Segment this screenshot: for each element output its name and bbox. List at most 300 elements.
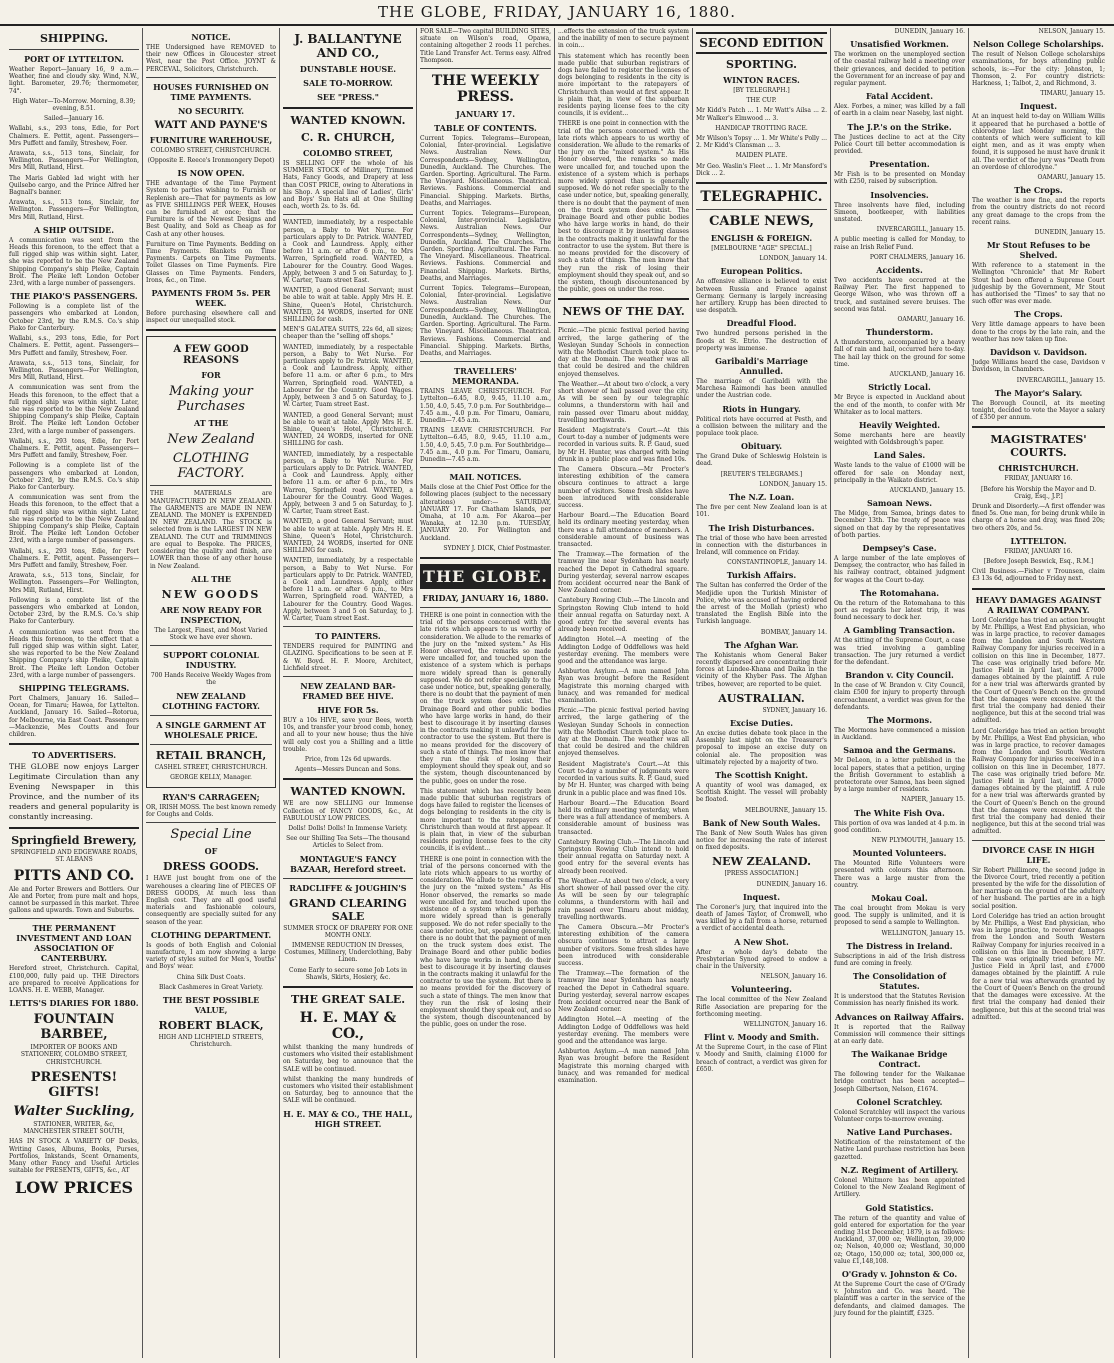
column-1 [6, 28, 143, 1358]
hive-text: BUY a 10s HIVE, save your Bees, worth 10s, and transfer your brood comb, honey, and all to your new house; thus the hive will only cost you a Shilling and a little trouble. [283, 717, 413, 753]
second-edition: SECOND EDITION [696, 32, 827, 54]
wanted-known-2-text: WE are now SELLING our Immense Collection of FANCY GOODS, &c., At FABULOUSLY LOW PRICES. [283, 800, 413, 822]
gambling-text: At the sitting of the Supreme Court, a case was tried involving a gambling transaction. The jury returned a verdict for the defendant. [834, 637, 965, 666]
ballantyne-heading: J. BALLANTYNE AND CO., [294, 32, 402, 60]
piako-heading: THE PIAKO'S PASSENGERS. [10, 291, 138, 302]
volunteering-heading: Volunteering. [731, 984, 792, 995]
travellers-heading: TRAVELLERS' MEMORANDA. [452, 366, 519, 387]
davidson-text: Judge Williams heard the case, Davidson v Davidson, in Chambers. [972, 359, 1105, 374]
now-open: IS NOW OPEN. [177, 168, 245, 179]
may-heading: H. E. MAY & CO., [299, 1010, 397, 1043]
civil-text: Civil Business.—Fisher v Trounsen, claim £3 13s 6d, adjourned to Friday next. [972, 568, 1105, 583]
ryan-heading: RYAN'S CARRAGEEN; [162, 791, 260, 802]
english-foreign: ENGLISH & FOREIGN. [710, 233, 813, 244]
hive-sub: HIVE FOR 5s. [317, 705, 379, 715]
c7-dunedin-date: DUNEDIN, January 16. [894, 28, 965, 35]
arawata-text: Arawata, s.s., 513 tons, Sinclair, for Wellington. Passengers—For Wellington, Mrs Mill, Rutland, Hirst. [9, 150, 139, 172]
samoan-heading: Samoan News. [866, 498, 933, 509]
crops-text: The weather is now fine, and the reports from the country districts do not record any great damage to the crops from the recent rains. [972, 197, 1105, 226]
notice-heading: NOTICE. [191, 32, 231, 42]
handicap-heading: HANDICAP TROTTING RACE. [715, 124, 808, 132]
mail-text: Mails close at the Chief Post Office for the following places (subject to the necessary alterations) under:— SATURDAY, JANUARY 17. For Chatham Islands, per Omaha, at 10 a.m. For Akaroa—per Wanaka, at 12.30 p.m. TUESDAY, JANUARY 20. For Wellington and Auckland. [420, 484, 551, 542]
cup-list: Mr Kidd's Patch ... 1. Mr Watt's Ailsa ... 2. Mr Walker's Elmwood ... 3. [696, 107, 827, 122]
samoa-text: Mr DeLeon, in a letter published in the local papers, states that a petition, urging the British Government to establish a protectorate over Samoa, has been signed by a large number of residents. [834, 757, 965, 794]
of-word: OF [204, 846, 218, 857]
waikanae-text: The following tender for the Waikanae bridge contract has been accepted—Joseph Gilbertson, Nelson, £1674. [834, 1071, 965, 1093]
contents-text-3: Current Topics. Telegrams—European, Colonial, Inter-provincial. Legislative News. Australian News. Our Correspondents—Sydney, Wellington, Dunedin, Auckland. The Churches. The Garden. Sporting. Agricultural. The Farm. The Vineyard. Miscellaneous. Theatrical. Reviews. Fashions. Commercial and Financial. Shipping. Markets. Births, Deaths, and Marriages. [420, 285, 551, 357]
brandon-text: In the case of W. Brandon v. City Council, claim £500 for injury to property through encroachment, a verdict was given for the defendants. [834, 682, 965, 711]
riots-text: Political riots have occurred at Pesth, and a collision between the military and the populace took place. [696, 415, 827, 438]
column-7 [831, 28, 969, 1358]
crops2-heading: The Crops. [1014, 309, 1063, 320]
factory-name: NEW ZEALAND CLOTHING FACTORY. [162, 690, 260, 711]
mormons-heading: The Mormons. [867, 714, 932, 725]
irish-heading: The Irish Disturbances. [708, 522, 815, 533]
news-4: The Camera Obscura.—Mr Procter's interesting exhibition of the camera obscura continues to attract a large number of visitors. Some fresh slides have been introduced with considerable success. [558, 465, 689, 509]
heavy-damages-text-2: Lord Coleridge has tried an action brought by Mr. Phillips, a West End physician, who was in large practice, to recover damages from the London and South Western Railway Company for injuries received in a collision on this line in December, 1877. The case was originally tried before Mr. Justice Field in April last, and £7000 damages obtained by the plaintiff. A rule for a new trial was afterwards granted by the Court of Queen's Bench on the ground that the damages were excessive. At the first trial the company had denied their negligence, but this at the second trial was admitted. [972, 727, 1105, 836]
reuter-label: [REUTER'S TELEGRAMS.] [720, 470, 803, 478]
weekly-press-heading: THE WEEKLY PRESS. [431, 73, 540, 106]
watt-address: COLOMBO STREET, CHRISTCHURCH. [150, 146, 272, 154]
piako-filler-9: Following is a complete list of the passengers who embarked at London, October 23rd, by the R.M.S. Co.'s ship Piako for Canterbury. [9, 596, 139, 626]
wanted-ads-5: WANTED, immediately, by a respectable person, a Baby to Wet Nurse. For particulars apply to Dr. Patrick. WANTED, a Cook and Laundress. Apply, either before 11 a.m. or after 6 p.m., to Mrs Warren, Springfield road. WANTED, a Labourer for the Country. Good Wages. Apply, between 3 and 5 on Saturday, to J. W. Carter, Tuam street East. [283, 450, 413, 516]
flood-heading: Dreadful Flood. [726, 318, 797, 329]
wanted-ads: WANTED, immediately, by a respectable person, a Baby to Wet Nurse. For particulars apply to Dr. Patrick. WANTED, a Cook and Laundress. Apply, either before 11 a.m. or after 6 p.m., to Mrs Warren, Springfield road. WANTED, a Labourer for the Country. Good Wages. Apply, between 3 and 5 on Saturday, to J. W. Carter, Tuam street East. [283, 219, 413, 285]
c8-dunedin-date: DUNEDIN, January 15. [1034, 229, 1105, 237]
furnished-heading: HOUSES FURNISHED ON TIME PAYMENTS. [153, 81, 269, 102]
tea-sets-text: See our Shilling Tea Sets—The thousand Articles to Select from. [286, 835, 410, 850]
robert-black: ROBERT BLACK, [158, 1018, 264, 1032]
new-plymouth-date: NEW PLYMOUTH, January 15. [871, 837, 965, 845]
suckling-sub: STATIONER, WRITER, &c, MANCHESTER STREET SOUTH, [23, 1120, 125, 1136]
painters-text: TENDERS required for PAINTING and GLAZING. Specifications to be seen at F. & W. Boyd. H. F. Moore, Architect, Lichfield street. [283, 643, 413, 672]
christchurch-heading: CHRISTCHURCH. [998, 463, 1079, 474]
black-cashmeres: Black Cashmeres in Great Variety. [159, 983, 263, 991]
garibaldi-heading: Garibaldi's Marriage Annulled. [715, 356, 808, 377]
largest-text: The Largest, Finest, and Most Varied Stock we have ever shown. [154, 626, 268, 641]
samoa-heading: Samoa and the Germans. [843, 745, 956, 756]
c8-invercargill-date: INVERCARGILL, January 15. [1016, 376, 1105, 384]
shot-text: After a whole day's debate the Presbyterian Synod agreed to endow a chair in the University. [696, 948, 827, 971]
sailed-heading: Sailed—January 16. [44, 115, 104, 123]
flint-text: At the Supreme Court, in the case of Flint v. Moody and Smith, claiming £1000 for breach of contract, a verdict was given for £650. [696, 1044, 827, 1073]
masthead-title: THE GLOBE, FRIDAY, JANUARY 16, 1880. [378, 3, 736, 21]
robert-address: HIGH AND LICHFIELD STREETS, Christchurch. [158, 1033, 264, 1049]
for-word: FOR [201, 370, 221, 381]
const-date: CONSTANTINOPLE, January 14. [727, 559, 827, 567]
column-3 [280, 28, 417, 1358]
ballantyne-sub: DUNSTABLE HOUSE. [299, 64, 397, 74]
shipping-heading: SHIPPING. [39, 32, 109, 45]
clothing-text: Is goods of both English and Colonial manufacture, I am now showing a large variety of styles suited for Men's, Youths' and Boys' wear. [146, 941, 276, 971]
notice-text: THE Undersigned have REMOVED to their new Offices in Gloucester street West, near the Post Office. JOYNT & PERCEVAL, Solicitors, Christchurch. [146, 44, 276, 73]
news-of-day-heading: NEWS OF THE DAY. [562, 305, 685, 319]
jps-heading: The J.P.'s on the Strike. [847, 121, 952, 132]
lyttelton-heading: LYTTELTON. [1010, 535, 1067, 546]
news-12: Harbour Board.—The Education Board held its ordinary meeting yesterday, when there was a full attendance of members. A considerable amount of business was transacted. [558, 799, 689, 836]
wanted-known-2: WANTED KNOWN. [290, 785, 406, 799]
divorce-heading: DIVORCE CASE IN HIGH LIFE. [982, 844, 1095, 865]
loan-text: The five per cent New Zealand loan is at 101. [696, 504, 827, 519]
galatea-text: MEN'S GALATEA SUITS, 22s 6d, all sizes; cheaper than the "selling off shops." [283, 326, 413, 341]
c8-nelson-date: NELSON, January 15. [1038, 28, 1105, 35]
divorce-text-2: Lord Coleridge has tried an action brought by Mr. Phillips, a West End physician, who was in large practice, to recover damages from the London and South Western Railway Company for injuries received in a collision on this line in December, 1877. The case was originally tried before Mr. Justice Field in April last, and £7000 damages obtained by the plaintiff. A rule for a new trial was afterwards granted by the Court of Queen's Bench on the ground that the damages were excessive. At the first trial the company had denied their negligence, but this at the second trial was admitted. [972, 912, 1105, 1021]
inquest-text: The Coroner's jury, that inquired into the death of James Taylor, of Cromwell, who was killed by a fall from a horse, returned a verdict of accidental death. [696, 903, 827, 933]
building-heading: THE PERMANENT INVESTMENT AND LOAN ASSOCIATION OF CANTERBURY. [16, 923, 132, 964]
drunk-text: Drunk and Disorderly.—A first offender was fined 5s. One man, for being drunk while in charge of a horse and dray, was fined 20s; two others 20s, and 5s. [972, 502, 1105, 532]
gold-text: The return of the quantity and value of gold entered for exportation for the year ending 31st December, 1879, is as follows: Auckland, 37,000 oz; Wellington, 39,000 oz; Nelson, 40,000 oz; Westland, 30,000 oz; Otago, 150,000 oz; total, 300,000 oz, value £1,148,108. [834, 1214, 965, 1265]
sale-tomorrow: SALE TO-MORROW. [303, 78, 393, 88]
presentation-heading: Presentation. [869, 159, 930, 170]
letts-heading: LETTS'S DIARIES FOR 1880. [9, 998, 139, 1009]
editorial-text-3: THERE is one point in connection with the trial of the persons concerned with the late riots which appears to us worthy of consideration. We allude to the remarks of the jury on the "mixed system." As His Honor observed, the remarks so made were uncalled for, and touched upon the existence of a system which is perhaps more widely spread than is generally supposed. We do not refer specially to the case under notice, but, speaking generally, there is no doubt that the payment of men on the truck system does exist. The Drainage Board and other public bodies who have large works in hand, do their best to discourage it by inserting clauses in the contracts making it unlawful for the contractor to use the system. But there is no means provided for the discovery of such a state of things. The men know that they run the risk of losing their employment should they speak out, and so the system, though discountenanced by the public, goes on under the rose. [420, 855, 551, 1029]
column-8 [969, 28, 1108, 1358]
cashel-street: CASHEL STREET, CHRISTCHURCH. [154, 763, 268, 771]
christchurch-before: [Before his Worship the Mayor and D. Craig, Esq., J.P.] [980, 485, 1096, 500]
news-18: Ashburton Asylum.—A man named John Ryan was brought before the Resident Magistrate this morning charged with lunacy, and was remanded for medical examination. [558, 1048, 689, 1085]
news-8: Addington Hotel.—A meeting of the Addington Lodge of Oddfellows was held yesterday evening. The members were good and the attendance was large. [558, 636, 689, 666]
nsw-bank-heading: Bank of New South Wales. [702, 817, 821, 828]
church-heading: C. R. CHURCH, [301, 131, 395, 144]
column-2 [143, 28, 280, 1358]
at-the: AT THE [193, 418, 229, 429]
brewery-sub: SPRINGFIELD AND EDGEWARE ROADS, ST. ALBANS [10, 849, 138, 864]
brewery-heading: Springfield Brewery, [11, 834, 137, 848]
nz-heading: NEW ZEALAND. [712, 855, 811, 869]
now-ready: ARE NOW READY FOR INSPECTION, [160, 604, 262, 625]
samoan-text: The Midge, from Samoa, brings dates to December 13th. The treaty of peace was signed on that day by the representatives of both parties. [834, 510, 965, 539]
mokau-heading: Mokau Coal. [871, 893, 928, 904]
nelson-college-heading: Nelson College Scholarships. [973, 39, 1104, 50]
suckling-heading: Walter Suckling, [13, 1103, 135, 1119]
gambling-heading: A Gambling Transaction. [843, 625, 956, 636]
nz-reg-text: Colonel Whitmore has been appointed Colonel to the New Zealand Regiment of Artillery. [834, 1176, 965, 1199]
cup-heading: THE CUP. [746, 97, 777, 105]
magistrates-heading: MAGISTRATES' COURTS. [990, 433, 1087, 460]
land-sales-heading: Land Sales. [873, 450, 926, 461]
by-telegraph: [BY TELEGRAPH.] [733, 87, 790, 94]
may-footer: H. E. MAY & CO., THE HALL, HIGH STREET. [283, 1108, 413, 1129]
wanted-ads-6: WANTED, a good General Servant; must be able to wait at table. Apply Mrs H. E. Shine, Queen's Hotel, Christchurch. WANTED, 24 WORDS, inserted for ONE SHILLING for cash. [283, 518, 413, 555]
piako-filler-5: Following is a complete list of the passengers who embarked at London, October 23rd, by the R.M.S. Co.'s ship Piako for Canterbury. [9, 462, 139, 491]
column-5 [555, 28, 693, 1358]
best-value: THE BEST POSSIBLE VALUE, [162, 994, 260, 1015]
contents-text: Current Topics. Telegrams—European, Colonial, Inter-provincial. Legislative News. Australian News. Our Correspondents—Sydney, Wellington, Dunedin, Auckland. The Churches. The Garden. Sporting. Agricultural. The Farm. The Vineyard. Miscellaneous. Theatrical. Reviews. Fashions. Commercial and Financial. Shipping. Markets. Births, Deaths, and Marriages. [420, 135, 551, 207]
few-good-reasons: A FEW GOOD REASONS [173, 344, 249, 367]
rotomahana-text: On the return of the Rotomahana to this port as regards her latest trip, it was found necessary to dock her. [834, 599, 965, 622]
all-the: ALL THE [191, 573, 231, 584]
timaru-inquest-heading: Inquest. [1019, 101, 1058, 112]
consolidation-text: It is understood that the Statutes Revision Commission has nearly finished its work. [834, 993, 965, 1008]
radcliffe-heading: RADCLIFFE & JOUGHIN'S [289, 882, 407, 893]
colonel-text: Colonel Scratchley will inspect the various Volunteer corps to-morrow evening. [834, 1108, 965, 1124]
making-purchases: Making your Purchases [169, 384, 253, 415]
mail-heading: MAIL NOTICES. [449, 472, 522, 483]
brandon-heading: Brandon v. City Council. [845, 670, 954, 681]
riots-heading: Riots in Hungary. [722, 403, 801, 414]
mounted-text: The Mounted Rifle Volunteers were presented with colours this afternoon. There was a large muster from the country. [834, 860, 965, 889]
nz-reg-heading: N.Z. Regiment of Artillery. [840, 1164, 959, 1175]
the-globe-banner: THE GLOBE. [420, 564, 551, 589]
accidents-text: Two accidents have occurred at the Railway Pier. The first happened to George Wilson, who was thrown off a truck, and sustained severe bruises. The second was fatal. [834, 277, 965, 313]
port-chalmers-date: PORT CHALMERS, January 16. [869, 253, 965, 261]
summer-stock: SUMMER STOCK OF DRAPERY FOR ONE MONTH ONLY. [283, 924, 413, 939]
support-industry: SUPPORT COLONIAL INDUSTRY. [163, 650, 259, 671]
white-fish-text: This portion of ova was landed at 4 p.m. in good condition. [834, 819, 965, 834]
bombay-date: BOMBAY, January 14. [760, 628, 827, 636]
shelved-text: With reference to a statement in the Wellington "Chronicle" that Mr Robert Stout had been offered a Supreme Court judgeship by the Government, Mr Stout has authorised the "Times" to say that no such offer was ever made. [972, 262, 1105, 306]
fountain-sub: IMPORTER OF BOOKS AND STATIONERY, COLOMBO STREET, CHRISTCHURCH. [20, 1044, 128, 1066]
news-14: The Weather.—At about two o'clock, a very short shower of hail passed over the city. As will be seen by our telegraphic columns, a thunderstorm with hail and rain passed over Timaru about midday, travelling northwards. [558, 877, 689, 921]
pitts-text: Ale and Porter Brewers and Bottlers. Our Ale and Porter, from pure malt and hops, cannot be surpassed in this market. Three gallons and upwards. Town and Suburbs. [9, 885, 139, 915]
auckland2-date: AUCKLAND, January 15. [889, 486, 965, 494]
dempsey-text: A large number of the late employes of Dempsey, the contractor, who has failed in his railway contract, obtained judgment for wages at the Court to-day. [834, 554, 965, 584]
clothing-factory-ad [146, 336, 276, 787]
column-4 [417, 28, 555, 1358]
piako-filler-1: Wallabi, s.s., 293 tons, Edie, for Port Chalmers. E. Pettit, agent. Passengers—Mrs Puffett and family, Streshew, Foer. [9, 335, 139, 357]
dress-goods: DRESS GOODS. [162, 860, 260, 874]
maiden-heading: MAIDEN PLATE. [735, 152, 788, 160]
wanted-ads-7: WANTED, immediately, by a respectable person, a Baby to Wet Nurse. For particulars apply to Dr. Patrick. WANTED, a Cook and Laundress. Apply, either before 11 a.m. or after 6 p.m., to Mrs Warren, Springfield road. WANTED, a Labourer for the Country. Good Wages. Apply, between 3 and 5 on Saturday, to J. W. Carter, Tuam street East. [283, 557, 413, 622]
davidson-heading: Davidson v. Davidson. [989, 347, 1088, 358]
news-17: Addington Hotel.—A meeting of the Addington Lodge of Oddfellows was held yesterday evening. The members were good and the attendance was large. [558, 1016, 689, 1045]
heavily-heading: Heavily Weighted. [858, 419, 941, 430]
oamaru-date: OAMARU, January 16. [897, 316, 965, 324]
may-text: whilst thanking the many hundreds of customers who visited their establishment on Saturday, beg to announce that the SALE will be continued. [283, 1044, 413, 1073]
china-silk: China Silk Dust Coats. [176, 973, 246, 981]
thunderstorm-text: A thunderstorm, accompanied by a heavy fall of rain and hail, occurred here to-day. The hail lay thick on the ground for some time. [834, 339, 965, 368]
distress-text: Subscriptions in aid of the Irish distress fund are coming in freely. [834, 952, 965, 968]
great-sale: THE GREAT SALE. [290, 993, 406, 1007]
pitts-heading: PITTS AND CO. [13, 867, 135, 884]
distress-heading: The Distress in Ireland. [846, 940, 953, 951]
sydney-dick: SYDNEY J. DICK, Chief Postmaster. [443, 544, 551, 552]
european-heading: European Politics. [720, 266, 803, 277]
land-sales-text: Waste lands to the value of £1000 will be offered for sale on Monday next, principally in the Waikato district. [834, 462, 965, 484]
crops-heading: The Crops. [1014, 185, 1063, 196]
new-goods: NEW GOODS [161, 587, 261, 601]
european-text: An offensive alliance is believed to exist between Russia and France against Germany. Germany is largely increasing her artillery. Krupp has been directed to use despatch. [696, 278, 827, 315]
piako-text: Following is a complete list of the passengers who embarked at London, October 23rd, by the R.M.S. Co.'s ship Piako for Canterbury. [9, 303, 139, 332]
editorial-continued-3: THERE is one point in connection with the trial of the persons concerned with the late riots which appears to us worthy of consideration. We allude to the remarks of the jury on the "mixed system." As His Honor observed, the remarks so made were uncalled for, and touched upon the existence of a system which is perhaps more widely spread than is generally supposed. We do not refer specially to the case under notice, but, speaking generally, there is no doubt that the payment of men on the truck system does exist. The Drainage Board and other public bodies who have large works in hand, do their best to discourage it by inserting clauses in the contracts making it unlawful for the contractor to use the system. But there is no means provided for the discovery of such a state of things. The men know that they run the risk of losing their employment should they speak out, and so the system, though discountenanced by the public, goes on under the rose. [558, 120, 689, 294]
nsw-bank-text: The Bank of New South Wales has given notice for increasing the rate of interest on fixed deposits. [696, 829, 827, 852]
telegraphic-heading: TELEGRAPHIC. [700, 189, 823, 206]
colonel-heading: Colonel Scratchley. [856, 1096, 943, 1107]
mormons-text: The Mormons have commenced a mission in Auckland. [834, 726, 965, 742]
insolvencies-heading: Insolvencies. [870, 189, 929, 200]
news-10: Picnic.—The picnic festival period having arrived, the large gathering of the Wesleyan Sunday Schools in connection with the Methodist Church took place to-day at the Domain. The weather was all that could be desired and the children enjoyed themselves. [558, 707, 689, 758]
painters-heading: TO PAINTERS. [315, 631, 381, 642]
clothing-dept: CLOTHING DEPARTMENT. [150, 929, 272, 940]
london2-date: LONDON, January 15. [759, 480, 827, 488]
advertisers-text: THE GLOBE now enjoys Larger Legitimate Circulation than any Evening Newspaper in this Province, and the number of its readers and general popularity is constantly increasing. [9, 762, 139, 822]
auckland-date: AUCKLAND, January 16. [889, 371, 965, 379]
flood-text: Two hundred persons perished in the floods at St. Etrio. The destruction of property was immense. [696, 330, 827, 352]
wanted-ads-4: WANTED, a good General Servant; must be able to wait at table. Apply Mrs H. E. Shine, Queen's Hotel, Christchurch. WANTED, 24 WORDS, inserted for ONE SHILLING for cash. [283, 411, 413, 448]
news-6: The Tramway.—The formation of the tramway line near Sydenham has nearly reached the Depot in Cathedral square. During yesterday, several narrow escapes from accident occurred near the Bank of New Zealand corner. [558, 551, 689, 595]
scottish-text: A quantity of wool was damaged, ex Scottish Knight. The vessel will probably be floated. [696, 781, 827, 804]
afghan-heading: The Afghan War. [724, 639, 799, 650]
filler-shipping: Arawata, s.s., 513 tons, Sinclair, for Wellington. Passengers—For Wellington, Mrs Mill, Rutland, Hirst. [9, 199, 139, 221]
white-fish-heading: The White Fish Ova. [854, 807, 945, 818]
piako-filler-7: Wallabi, s.s., 293 tons, Edie, for Port Chalmers. E. Pettit, agent. Passengers—Mrs Puffett and family, Streshew, Foer. [9, 547, 139, 569]
low-prices-heading: LOW PRICES [14, 1178, 134, 1198]
watt-text: THE advantage of the Time Payment System to parties wishing to Furnish or Replenish are—That for payments as low as FIVE SHILLINGS PER WEEK, Houses can be furnished at once; that the Furniture is of the Newest Designs and Best Quality, and Sold as Cheap as for Cash at any other houses. [146, 180, 276, 238]
weather-report: Weather Report—January 16, 9 a.m.—Weather, fine and cloudy sky. Wind, N.W., light. Barometer, 29.76; thermometer, 74°. [9, 66, 139, 95]
piako-filler-10: A communication was sent from the Heads this forenoon, to the effect that a full rigged ship was within sight. Later, she was reported to be the New Zealand Shipping Company's ship Pleike, Captain Broit. The Pleike left London October 23rd, with a large number of passengers. [9, 628, 139, 679]
strictly-heading: Strictly Local. [868, 382, 931, 393]
news-16: The Tramway.—The formation of the tramway line near Sydenham has nearly reached the Depot in Cathedral square. During yesterday, several narrow escapes from accident occurred near the Bank of New Zealand corner. [558, 970, 689, 1014]
dress-text: I HAVE just bought from one of the warehouses a clearing line of PIECES OF DRESS GOODS, At much less than English cost. They are all good useful materials and fashionable colours, consequently are specially suited for any season of the year. [146, 875, 276, 926]
thunderstorm-heading: Thunderstorm. [865, 327, 934, 338]
sporting-heading: SPORTING. [726, 58, 797, 71]
shipping-telegrams-heading: SHIPPING TELEGRAMS. [18, 683, 130, 694]
presentation-text: Mr Fish is to be presented on Monday with £250, raised by subscription. [834, 171, 965, 186]
montague-heading: MONTAGUE'S FANCY BAZAAR, Hereford street. [290, 853, 406, 874]
news-2: The Weather.—At about two o'clock, a very short shower of hail passed over the city. As will be seen by our telegraphic columns, a thunderstorm with hail and rain passed over Timaru about midday, travelling northwards. [558, 380, 689, 424]
clothing-factory-script: CLOTHING FACTORY. [172, 451, 250, 482]
masthead [0, 0, 1114, 26]
invercargill-date: INVERCARGILL, January 15. [876, 226, 965, 234]
timaru-date: TIMARU, January 15. [1040, 90, 1105, 98]
crops2-text: Very little damage appears to have been done to the crops by the late rain, and the weather has now taken up fine. [972, 321, 1105, 343]
hive-agent: Agents—Messrs Duncan and Sons. [295, 766, 401, 774]
reasons-text: THE MATERIALS are MANUFACTURED IN NEW ZEALAND. The GARMENTS are MADE IN NEW ZEALAND. The MONEY is EXPENDED IN NEW ZEALAND. The STOCK is selected from is the LARGEST IN NEW ZEALAND. The CUT and TRIMMINGS are equal to Bespoke. The PRICES, considering the quality and finish, are LOWER than those of any other house in New Zealand. [150, 490, 272, 570]
for-sale-text: FOR SALE—Two capital BUILDING SITES, situate on Wilson's road, Opawa, containing altogether 2 roods 11 perches. Title Land Transfer Act. Terms easy. Alfred Thompson. [420, 28, 551, 64]
australian-heading: AUSTRALIAN. [718, 691, 805, 705]
grand-clearing: GRAND CLEARING SALE [289, 896, 407, 923]
timaru-inquest-text: At an inquest held to-day on William Willis it appeared that he purchased a bottle of chlorodyne last Monday morning, the contents of which were sufficient to kill eight men, and as it was empty when found, it is supposed he must have drunk it all. The verdict of the jury was "Death from an overdose of chlorodyne." [972, 113, 1105, 171]
invercargill-text: A public meeting is called for Monday, to raise an Irish Relief Fund. [834, 236, 965, 251]
church-text: IS SELLING OFF the whole of his SUMMER STOCK of Millinery, Trimmed Hats, Fancy Goods, and Drapery at less than COST PRICE, owing to Alterations in his Shop. A special line of Ladies', Girls' and Boys' Sun Hats all at One Shilling each, worth 2s. to 3s. 6d. [283, 160, 413, 211]
heavily-text: Some merchants here are heavily weighted with Goldsbrough's paper. [834, 431, 965, 447]
shipping-telegrams-text: Port Chalmers, January 16. Sailed—Ocean, for Timaru; Hawea, for Lyttelton. Auckland, January 16. Sailed—Rotorua, for Melbourne, via East Coast. Passengers—Mackenzie, Mes Coutts and four children. [9, 695, 139, 739]
shot-heading: A New Shot. [734, 936, 789, 947]
news-11: Resident Magistrate's Court.—At this Court to-day a number of judgments were recorded in various suits. R. P. Gaud, sued by Mr H. Hunter, was charged with being drunk in a public place and was fined 10s. [558, 760, 689, 797]
fountain-heading: FOUNTAIN BARBEE, [33, 1012, 115, 1043]
editorial-text: THERE is one point in connection with the trial of the persons concerned with the late riots which appears to us worthy of consideration. We allude to the remarks of the jury on the "mixed system." As His Honor observed, the remarks so made were uncalled for, and touched upon the existence of a system which is perhaps more widely spread than is generally supposed. We do not refer specially to the case under notice, but, speaking generally, there is no doubt that the payment of men on the truck system does exist. The Drainage Board and other public bodies who have large works in hand, do their best to discourage it by inserting clauses in the contracts making it unlawful for the contractor to use the system. But there is no means provided for the discovery of such a state of things. The men know that they run the risk of losing their employment should they speak out, and so the system, though discountenanced by the public, goes on under the rose. [420, 611, 551, 785]
ship-outside-heading: A SHIP OUTSIDE. [33, 224, 115, 235]
payments-heading: PAYMENTS FROM 5s. PER WEEK. [151, 288, 271, 309]
wanted-known-1: WANTED KNOWN. [290, 114, 406, 127]
grady-heading: O'Grady v. Johnston & Co. [841, 1268, 958, 1279]
maiden-list: Mr Geo. Waslin's Fleet ... 1. Mr Mansford's Dick ... 2. [696, 162, 827, 177]
london-date: LONDON, January 14. [759, 255, 827, 263]
flint-heading: Flint v. Moody and Smith. [704, 1032, 819, 1043]
grady-text: At the Supreme Court the case of O'Grady v. Johnston and Co. was heard. The plaintiff was a carter in the service of the defendants, and claimed damages. The jury found for the plaintiff, £325. [834, 1280, 965, 1317]
wallabi-text: Wallabi, s.s., 293 tons, Edie, for Port Chalmers. E. Pettit, agent. Passengers—Mrs Puffett and family, Streshew, Foer. [9, 125, 139, 147]
watt-heading: WATT AND PAYNE'S [154, 119, 268, 131]
volunteering-text: The local committee of the New Zealand Rifle Association are preparing for the forthcoming meeting. [696, 996, 827, 1018]
payments-text: Before purchasing elsewhere call and inspect our unequalled stock. [146, 310, 276, 325]
manager-name: GEORGE KELLY, Manager. [170, 773, 252, 781]
c7-wellington-date: WELLINGTON, January 15. [881, 929, 965, 937]
native-heading: Native Land Purchases. [846, 1127, 953, 1138]
may-text-2: whilst thanking the many hundreds of customers who visited their establishment on Saturday, beg to announce that the SALE will be continued. [283, 1075, 413, 1105]
lyttelton-date: FRIDAY, JANUARY 16. [1004, 547, 1073, 555]
trains-text: TRAINS LEAVE CHRISTCHURCH. For Lyttelton—6.45, 8.0, 9.45, 11.10 a.m., 1.50, 4.0, 5.45, 7.0 p.m. For Southbridge—7.45 a.m., 4.0 p.m. For Timaru, Oamaru, Dunedin—7.45 a.m. [420, 388, 551, 424]
afghan-text: The Kohistanis whom General Baker recently dispersed are concentrating their forces at Lundee-Khana and Daika in the vicinity of the Khyber Pass. The Afghan tribes, however, are reported to be quiet. [696, 651, 827, 688]
salary-heading: The Mayor's Salary. [994, 387, 1083, 398]
heavy-damages-heading: HEAVY DAMAGES AGAINST A RAILWAY COMPANY. [975, 594, 1102, 615]
news-13: Cantebury Rowing Club.—The Lincoln and Springston Rowing Club intend to hold their annual regatta on Saturday next. A good entry for the several events has already been received. [558, 838, 689, 875]
presents-heading: PRESENTS! GIFTS! [30, 1069, 118, 1100]
watt-list: Furniture on Time Payments. Bedding on Time Payments. Blankets on Time Payments. Carpets on Time Payments. Toilet Glasses on Time Payments. Fire Glasses on Time Payments. Fenders, Irons, &c., on Time. [146, 240, 276, 284]
come-early: Come Early to secure some Job Lots in Shawls, Skirts, Hosiery, &c. [289, 966, 407, 981]
church-sub: COLOMBO STREET, [303, 148, 393, 158]
watt-sub: FURNITURE WAREHOUSE, [149, 134, 273, 145]
c8-oamaru-date: OAMARU, January 15. [1037, 174, 1105, 182]
suckling-text: HAS IN STOCK A VARIETY OF Desks, Writing Cases, Albums, Books, Purses, Portfolios, Inkstands, Scent Ornaments, Many other Fancy and Useful Articles suitable for PRESENTS, GIFTS, &c., AT [9, 1138, 139, 1175]
gold-heading: Gold Statistics. [865, 1202, 934, 1213]
ryan-text: OR, IRISH MOSS. The best known remedy for Coughs and Colds. [146, 803, 276, 819]
unsatisfied-text: The workmen on the unemployed section of the coastal railway held a meeting over their grievances, and decided to petition the Government for an increase of pay and regular payment. [834, 51, 965, 88]
hands-text: 700 Hands Receive Weekly Wages from the [150, 672, 272, 687]
consolidation-heading: The Consolidation of Statutes. [852, 971, 947, 992]
rotomahana-heading: The Rotomahana. [859, 587, 940, 598]
editorial-text-2: This statement which has recently been made public that suburban registrars of dogs have failed to register the licenses of dogs belonging to residents in the city is more important to the ratepayers of Christchurch than would at first appear. It is plain that, in view of the suburban residents paying license fees to the city councils, it is evident... [420, 787, 551, 853]
accidents-heading: Accidents. [876, 265, 923, 276]
napier-date: NAPIER, January 15. [901, 796, 965, 804]
news-3: Resident Magistrate's Court.—At this Court to-day a number of judgments were recorded in various suits. R. P. Gaud, sued by Mr H. Hunter, was charged with being drunk in a public place and was fined 10s. [558, 426, 689, 463]
advances-text: It is reported that the Railway Commission will commence their sittings at an early date. [834, 1023, 965, 1046]
waikanae-heading: The Waikanae Bridge Contract. [851, 1049, 948, 1070]
hive-heading: NEW ZEALAND BAR-FRAMED BEE HIVE. [300, 681, 396, 701]
divorce-text: Sir Robert Phillimore, the second judge in the Divorce Court, tried recently a petition presented by the wife for the dissolution of her marriage on the ground of the adultery of her husband. The parties are in a high social position. [972, 866, 1105, 910]
editorial-continued: ...effects the extension of the truck system and the inability of men to secure payment in coin... [558, 28, 689, 50]
no-security: NO SECURITY. [177, 105, 245, 116]
cable-news: CABLE NEWS, [709, 214, 814, 230]
native-text: Notification of the reinstatement of the Native Land purchase restriction has been gazetted. [834, 1139, 965, 1161]
reduction-text: IMMENSE REDUCTION IN Dresses, Costumes, Millinery, Underclothing, Baby Linen. [284, 942, 412, 964]
wasn-text: The Maris Gabled lad wight with her Quilsebo cargo, and the Prince Alfred her Bagnall's banner. [9, 174, 139, 197]
newspaper-page [6, 28, 1108, 1358]
dolls-text: Dolls! Dolls! Dolls! In Immense Variety. [288, 825, 408, 833]
contents-heading: TABLE OF CONTENTS. [434, 123, 537, 134]
contents-text-2: Current Topics. Telegrams—European, Colonial, Inter-provincial. Legislative News. Australian News. Our Correspondents—Sydney, Wellington, Dunedin, Auckland. The Churches. The Garden. Sporting. Agricultural. The Farm. The Vineyard. Miscellaneous. Theatrical. Reviews. Fashions. Commercial and Financial. Shipping. Markets. Births, Deaths, and Marriages. [420, 210, 551, 282]
garibaldi-text: The marriage of Garibaldi with the Marchesa Raimondi has been annulled under the Austrian code. [696, 378, 827, 400]
dempsey-heading: Dempsey's Case. [862, 542, 937, 553]
mounted-heading: Mounted Volunteers. [852, 848, 947, 859]
piako-filler-4: Wallabi, s.s., 293 tons, Edie, for Port Chalmers. E. Pettit, agent. Passengers—Mrs Puffett and family, Streshew, Foer. [9, 437, 139, 460]
building-text: Hereford street, Christchurch. Capital, £100,000, fully paid up. THE Directors are prepared to receive Applications for LOANS. H. E. WEBB, Manager. [9, 965, 139, 995]
excise-text: An excise duties debate took place in the Assembly last night on the Treasurer's proposal to impose an excise duty on colonial ale. The proposition was ultimately rejected by a majority of two. [696, 729, 827, 766]
inquest-heading: Inquest. [742, 891, 781, 902]
trains-text-2: TRAINS LEAVE CHRISTCHURCH. For Lyttelton—6.45, 8.0, 9.45, 11.10 a.m., 1.50, 4.0, 5.45, 7.0 p.m. For Southbridge—7.45 a.m., 4.0 p.m. For Timaru, Oamaru, Dunedin—7.45 a.m. [420, 427, 551, 463]
piako-filler-2: Arawata, s.s., 513 tons, Sinclair, for Wellington. Passengers—For Wellington, Mrs Mill, Rutland, Hirst. [9, 359, 139, 382]
handicap-list: Mr Wilson's Topsy ... 1. Mr White's Polly ... 2. Mr Kidd's Clansman ... 3. [696, 135, 827, 150]
wanted-ads-2: WANTED, a good General Servant; must be able to wait at table. Apply Mrs H. E. Shine, Queen's Hotel, Christchurch. WANTED, 24 WORDS, inserted for ONE SHILLING for cash. [283, 287, 413, 324]
special-line: Special Line [170, 827, 252, 843]
strictly-text: Mr Bryce is expected in Auckland about the end of the month, to confer with Mr Whitaker as to local matters. [834, 394, 965, 416]
unsatisfied-heading: Unsatisfied Workmen. [850, 39, 949, 50]
watt-opposite: (Opposite E. Reece's Ironmongery Depot) [147, 157, 275, 165]
salary-text: The Borough Council, at its meeting tonight, decided to vote the Mayor a salary of £350 per annum. [972, 399, 1105, 422]
port-heading: PORT OF LYTTELTON. [24, 54, 124, 64]
high-water: High Water—To-Morrow. Morning, 8.39; evening, 8.51. [12, 97, 136, 113]
excise-heading: Excise Duties. [729, 717, 794, 728]
wanted-ads-3: WANTED, immediately, by a respectable person, a Baby to Wet Nurse. For particulars apply to Dr. Patrick. WANTED, a Cook and Laundress. Apply, either before 11 a.m. or after 6 p.m., to Mrs Warren, Springfield road. WANTED, a Labourer for the Country. Good Wages. Apply, between 3 and 5 on Saturday, to J. W. Carter, Tuam street East. [283, 343, 413, 409]
news-1: Picnic.—The picnic festival period having arrived, the large gathering of the Wesleyan Sunday Schools in connection with the Methodist Church took place to-day at the Domain. The weather was all that could be desired and the children enjoyed themselves. [558, 327, 689, 378]
single-garment: A SINGLE GARMENT AT WHOLESALE PRICE. [156, 719, 266, 740]
melbourne-date: MELBOURNE, January 15. [745, 806, 827, 814]
age-special: [MELBOURNE "AGE" SPECIAL.] [711, 245, 812, 253]
advances-heading: Advances on Railway Affairs. [835, 1011, 964, 1022]
hive-price: Price, from 12s 6d upwards. [304, 756, 392, 764]
christchurch-date: FRIDAY, JANUARY 16. [1004, 475, 1073, 483]
piako-filler-6: A communication was sent from the Heads this forenoon, to the effect that a full rigged ship was within sight. Later, she was reported to be the New Zealand Shipping Company's ship Pleike, Captain Broit. The Pleike left London October 23rd, with a large number of passengers. [9, 494, 139, 545]
fatal-heading: Fatal Accident. [865, 91, 934, 102]
